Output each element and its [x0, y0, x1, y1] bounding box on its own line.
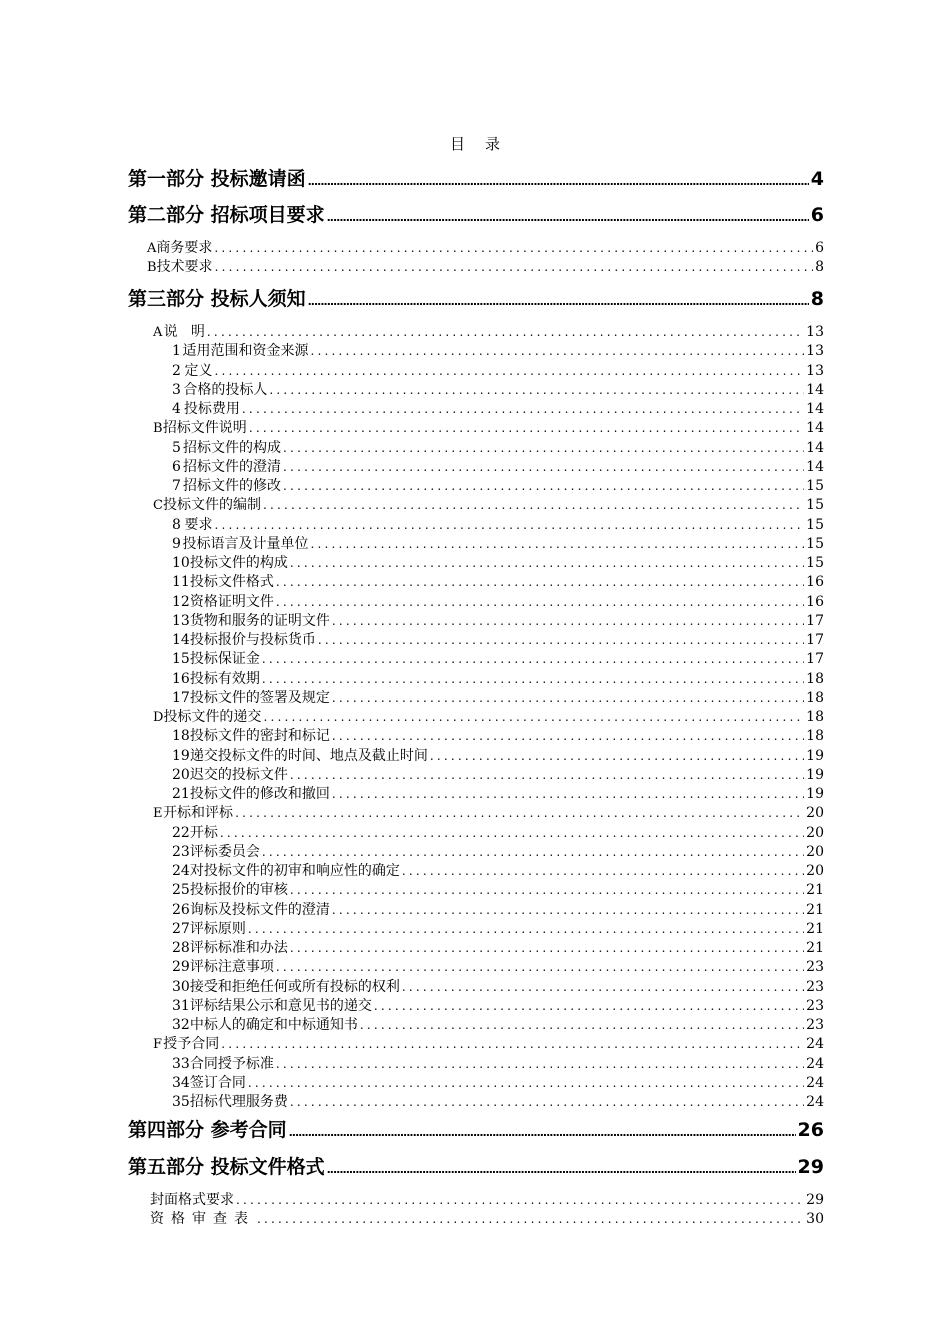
toc-page-number: 24 [806, 1036, 824, 1052]
toc-item-label: 开标和评标 [163, 805, 234, 821]
toc-item-label: 迟交的投标文件 [189, 767, 288, 783]
dot-leader [290, 556, 804, 570]
dot-leader [332, 614, 804, 628]
toc-item-label: 投标文件的编制 [162, 497, 261, 513]
toc-page-number: 18 [806, 728, 824, 744]
dot-leader [207, 325, 804, 339]
dot-leader [215, 260, 814, 274]
dot-leader [283, 479, 804, 493]
toc-item-number: 10 [172, 555, 190, 571]
toc-item-label: 投标语言及计量单位 [182, 536, 309, 552]
toc-page-number: 18 [806, 709, 824, 725]
toc-item[interactable] [172, 1091, 824, 1109]
dot-leader [214, 241, 813, 255]
toc-item-label: 说 明 [163, 324, 205, 340]
toc-item[interactable] [147, 237, 824, 255]
dot-leader [290, 1095, 804, 1109]
toc-item-label: 投标文件的修改和撤回 [189, 786, 330, 802]
dot-leader [332, 903, 804, 917]
toc-page-number: 20 [806, 805, 824, 821]
toc-page-number: 29 [797, 1156, 824, 1178]
toc-item-number: B [147, 260, 157, 275]
toc-item-number: D [153, 710, 164, 725]
toc-page-number: 23 [806, 998, 824, 1014]
toc-item-label: 询标及投标文件的澄清 [189, 902, 330, 918]
toc-item-label: 招标文件说明 [162, 420, 247, 436]
toc-item-label: 评标标准和办法 [189, 940, 288, 956]
toc-page-number: 8 [810, 288, 824, 310]
toc-item[interactable] [172, 783, 824, 801]
dot-leader [215, 364, 805, 378]
dot-leader [327, 211, 809, 224]
toc-item-label: 投标报价的审核 [189, 882, 288, 898]
toc-item-number: C [153, 498, 163, 513]
toc-page-number: 20 [806, 863, 824, 879]
toc-item-number: 3 [172, 382, 181, 398]
toc-item-number: 33 [172, 1056, 190, 1072]
toc-item-label: 投标费用 [183, 401, 240, 417]
dot-leader [276, 960, 804, 974]
dot-leader [290, 941, 804, 955]
toc-item-label: 开标 [189, 825, 218, 841]
toc-item-label: 技术要求 [156, 259, 213, 275]
toc-page-number: 14 [806, 382, 824, 398]
dot-leader [263, 498, 804, 512]
toc-item-label: 合同授予标准 [189, 1056, 274, 1072]
toc-item[interactable] [172, 591, 824, 609]
toc-page-number: 23 [806, 1017, 824, 1033]
toc-item-number: E [153, 806, 163, 821]
dot-leader [276, 575, 804, 589]
dot-leader [269, 383, 804, 397]
toc-page-number: 29 [806, 1192, 824, 1208]
toc-item[interactable] [172, 976, 824, 994]
toc-item-label: 评标注意事项 [189, 959, 274, 975]
toc-item-number: 1 [172, 343, 181, 359]
dot-leader [430, 749, 804, 763]
dot-leader [257, 1212, 804, 1226]
toc-page-number: 23 [806, 979, 824, 995]
toc-part-3[interactable] [128, 284, 824, 312]
toc-item[interactable] [172, 841, 824, 859]
dot-leader [262, 672, 804, 686]
toc-page-number: 17 [806, 613, 824, 629]
toc-item[interactable] [172, 437, 824, 455]
toc-item-number: 12 [172, 594, 190, 610]
dot-leader [283, 441, 804, 455]
toc-item-number: 8 [172, 517, 181, 533]
toc-page-number: 15 [806, 478, 824, 494]
toc-item-number: 16 [172, 671, 190, 687]
dot-leader [290, 883, 804, 897]
toc-item-label: 评标委员会 [189, 844, 260, 860]
toc-item-number: 25 [172, 882, 190, 898]
dot-leader [262, 652, 804, 666]
toc-item[interactable] [172, 687, 824, 705]
toc-page-number: 14 [806, 420, 824, 436]
toc-item[interactable] [172, 764, 824, 782]
dot-leader [276, 595, 804, 609]
dot-leader [332, 787, 804, 801]
toc-item-number: A [147, 241, 157, 256]
toc-item-number: A [153, 325, 163, 340]
toc-page-number: 4 [810, 168, 824, 190]
toc-page-number: 20 [806, 844, 824, 860]
toc-item[interactable] [172, 1053, 824, 1071]
toc-page-number: 19 [806, 786, 824, 802]
toc-item[interactable] [172, 745, 824, 763]
toc-item-number: 22 [172, 825, 190, 841]
toc-part-1[interactable] [128, 164, 824, 192]
toc-item[interactable] [172, 822, 824, 840]
toc-item-number: 9 [172, 536, 181, 552]
toc-item[interactable] [172, 860, 824, 878]
toc-item[interactable] [172, 475, 824, 493]
toc-item[interactable] [172, 533, 824, 551]
toc-item-label: 中标人的确定和中标通知书 [189, 1017, 358, 1033]
toc-page-number: 16 [806, 594, 824, 610]
toc-item-label: 评标结果公示和意见书的递交 [189, 998, 372, 1014]
toc-item[interactable] [172, 1072, 824, 1090]
toc-page-number: 16 [806, 574, 824, 590]
toc-page-number: 14 [806, 440, 824, 456]
dot-leader [332, 729, 804, 743]
toc-item-number: 15 [172, 651, 190, 667]
toc-item[interactable] [172, 937, 824, 955]
toc-item-label: 招标代理服务费 [189, 1094, 288, 1110]
toc-item-label: 货物和服务的证明文件 [189, 613, 330, 629]
dot-leader [235, 806, 804, 820]
dot-leader [332, 691, 804, 705]
toc-item-number: 19 [172, 748, 190, 764]
toc-page-number: 24 [806, 1056, 824, 1072]
toc-item-number: 31 [172, 998, 190, 1014]
toc-page-number: 19 [806, 767, 824, 783]
toc-item-label: 投标保证金 [189, 651, 260, 667]
toc-item[interactable] [172, 360, 824, 378]
dot-leader [248, 1076, 804, 1090]
toc-page-number: 23 [806, 959, 824, 975]
toc-item-number: 2 [172, 363, 181, 379]
toc-item-number: 35 [172, 1094, 190, 1110]
toc-item-label: 签订合同 [189, 1075, 246, 1091]
toc-item[interactable] [172, 648, 824, 666]
toc-item[interactable] [172, 456, 824, 474]
toc-page-number: 15 [806, 497, 824, 513]
toc-item[interactable] [150, 1208, 824, 1226]
toc-page-number: 20 [806, 825, 824, 841]
toc-page-number: 21 [806, 940, 824, 956]
toc-item-label: 封面格式要求 [150, 1192, 234, 1208]
toc-page-number: 15 [806, 536, 824, 552]
toc-page-number: 26 [797, 1119, 824, 1141]
toc-item-number: 30 [172, 979, 190, 995]
dot-leader [290, 768, 804, 782]
toc-item-number: 6 [172, 459, 181, 475]
toc-item-label: 接受和拒绝任何或所有投标的权利 [189, 979, 400, 995]
toc-item[interactable] [172, 995, 824, 1013]
toc-page-number: 15 [806, 517, 824, 533]
toc-item-number: 21 [172, 786, 190, 802]
dot-leader [236, 1193, 804, 1207]
toc-part-label: 第二部分 招标项目要求 [128, 204, 325, 226]
toc-item-number: 11 [172, 574, 190, 590]
toc-item-number: 17 [172, 690, 190, 706]
toc-item[interactable] [172, 956, 824, 974]
toc-page-number: 6 [810, 204, 824, 226]
toc-item[interactable] [150, 1189, 824, 1207]
toc-item-label: 投标报价与投标货币 [189, 632, 316, 648]
toc-item[interactable] [172, 340, 824, 358]
toc-title: 目录 [449, 135, 520, 153]
toc-item-label: 投标有效期 [189, 671, 260, 687]
toc-item-label: 递交投标文件的时间、地点及截止时间 [189, 748, 428, 764]
toc-item-number: 26 [172, 902, 190, 918]
toc-item[interactable] [172, 899, 824, 917]
dot-leader [360, 1018, 804, 1032]
toc-item-label: 要求 [184, 517, 213, 533]
toc-item-label: 授予合同 [163, 1036, 220, 1052]
toc-item-label: 招标文件的澄清 [183, 459, 282, 475]
dot-leader [215, 518, 805, 532]
dot-leader [308, 175, 809, 188]
toc-item-number: 23 [172, 844, 190, 860]
toc-page-number: 6 [815, 240, 824, 256]
toc-item-number: 14 [172, 632, 190, 648]
toc-section[interactable] [153, 417, 824, 435]
toc-item-label: 定义 [184, 363, 213, 379]
dot-leader [308, 295, 809, 308]
toc-page-number: 24 [806, 1094, 824, 1110]
toc-item-label: 评标原则 [189, 921, 246, 937]
toc-page-number: 19 [806, 748, 824, 764]
toc-page-number: 14 [806, 459, 824, 475]
toc-item-label: 投标文件的构成 [189, 555, 288, 571]
toc-part-4[interactable] [128, 1115, 824, 1143]
dot-leader [248, 922, 804, 936]
toc-item-number: 5 [172, 440, 181, 456]
toc-item[interactable] [147, 256, 824, 274]
toc-page-number: 30 [806, 1211, 824, 1227]
dot-leader [283, 460, 804, 474]
toc-item-label: 对投标文件的初审和响应性的确定 [189, 863, 400, 879]
toc-item-number: B [153, 421, 163, 436]
dot-leader [220, 826, 804, 840]
toc-page-number: 18 [806, 690, 824, 706]
toc-item-label: 投标文件的签署及规定 [189, 690, 330, 706]
dot-leader [374, 999, 804, 1013]
toc-page-number: 13 [806, 363, 824, 379]
toc-item[interactable] [172, 610, 824, 628]
toc-item[interactable] [172, 571, 824, 589]
toc-page-number: 21 [806, 902, 824, 918]
toc-part-label: 第一部分 投标邀请函 [128, 168, 306, 190]
dot-leader [289, 1126, 796, 1139]
toc-page-number: 18 [806, 671, 824, 687]
dot-leader [221, 1037, 804, 1051]
toc-item-label: 投标文件的密封和标记 [189, 728, 330, 744]
toc-section[interactable] [153, 1033, 824, 1051]
dot-leader [263, 710, 804, 724]
toc-section[interactable] [153, 494, 824, 512]
dot-leader [402, 980, 804, 994]
toc-section[interactable] [153, 802, 824, 820]
toc-item-label: 适用范围和资金来源 [182, 343, 309, 359]
toc-item-number: 24 [172, 863, 190, 879]
toc-item-label: 招标文件的修改 [183, 478, 282, 494]
toc-part-2[interactable] [128, 200, 824, 228]
toc-item[interactable] [172, 725, 824, 743]
toc-section[interactable] [153, 321, 824, 339]
toc-page-number: 17 [806, 632, 824, 648]
toc-item-label: 招标文件的构成 [183, 440, 282, 456]
toc-part-label: 第五部分 投标文件格式 [128, 1156, 325, 1178]
toc-part-label: 第三部分 投标人须知 [128, 288, 306, 310]
toc-item-label: 商务要求 [156, 240, 213, 256]
toc-item[interactable] [172, 552, 824, 570]
toc-section[interactable] [153, 706, 824, 724]
dot-leader [262, 845, 804, 859]
toc-item-number: 28 [172, 940, 190, 956]
toc-item-number: 13 [172, 613, 190, 629]
toc-item[interactable] [172, 379, 824, 397]
toc-item-number: 34 [172, 1075, 190, 1091]
toc-page-number: 15 [806, 555, 824, 571]
toc-item-number: 27 [172, 921, 190, 937]
toc-item-label: 投标文件的递交 [163, 709, 262, 725]
toc-page-number: 21 [806, 921, 824, 937]
toc-item[interactable] [172, 918, 824, 936]
toc-item-label: 投标文件格式 [189, 574, 274, 590]
toc-item[interactable] [172, 629, 824, 647]
toc-item[interactable] [172, 514, 824, 532]
toc-item-number: 32 [172, 1017, 190, 1033]
dot-leader [310, 344, 804, 358]
toc-item[interactable] [172, 1014, 824, 1032]
dot-leader [276, 1057, 804, 1071]
toc-page-number: 21 [806, 882, 824, 898]
dot-leader [318, 633, 804, 647]
dot-leader [249, 421, 804, 435]
toc-part-5[interactable] [128, 1152, 824, 1180]
toc-item-number: F [153, 1037, 163, 1052]
toc-item-number: 4 [172, 401, 181, 417]
dot-leader [327, 1163, 796, 1176]
dot-leader [242, 402, 804, 416]
toc-page-number: 8 [815, 259, 824, 275]
toc-item[interactable] [172, 398, 824, 416]
toc-item[interactable] [172, 668, 824, 686]
toc-item-number: 20 [172, 767, 190, 783]
toc-item-number: 29 [172, 959, 190, 975]
toc-page-number: 14 [806, 401, 824, 417]
toc-item-number: 7 [172, 478, 181, 494]
toc-page-number: 13 [806, 324, 824, 340]
toc-item-label: 资格证明文件 [189, 594, 274, 610]
toc-page-number: 24 [806, 1075, 824, 1091]
toc-item-number: 18 [172, 728, 190, 744]
toc-item-label: 合格的投标人 [183, 382, 268, 398]
toc-page-number: 17 [806, 651, 824, 667]
toc-page-number: 13 [806, 343, 824, 359]
toc-part-label: 第四部分 参考合同 [128, 1119, 287, 1141]
toc-item-label: 资格审查表 [150, 1211, 255, 1227]
dot-leader [402, 864, 804, 878]
toc-item[interactable] [172, 879, 824, 897]
dot-leader [310, 537, 804, 551]
